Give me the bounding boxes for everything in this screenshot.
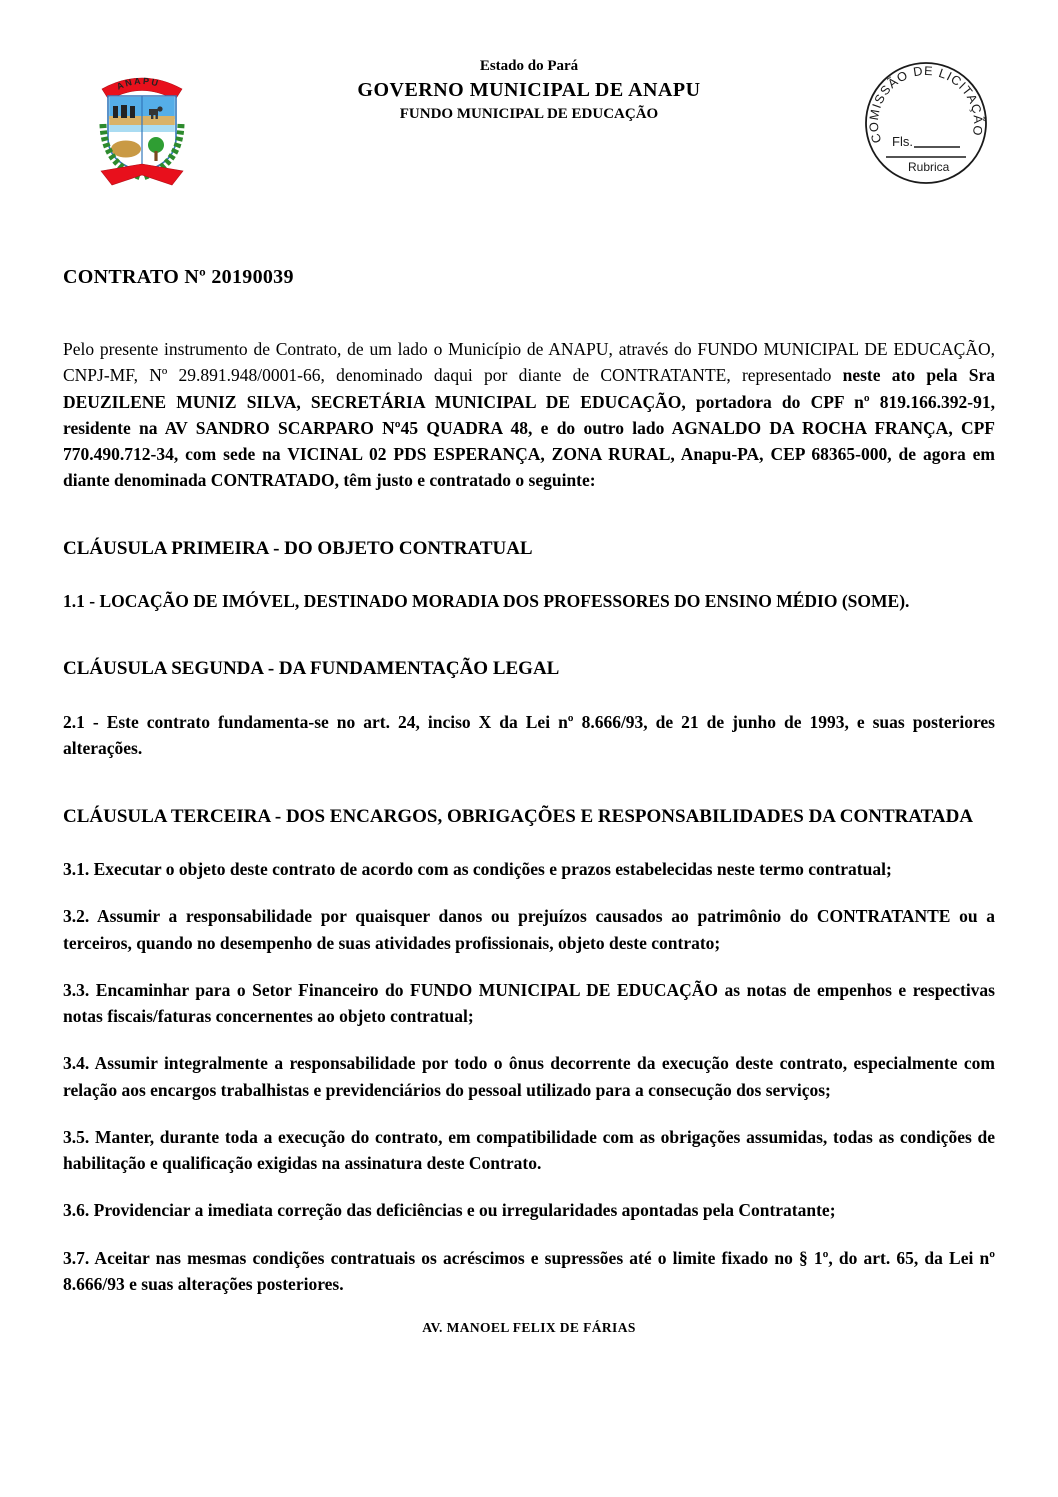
clause-3-paragraph-2: 3.2. Assumir a responsabilidade por quaisquer danos ou prejuízos causados ao patrimônio do CONTRATANTE ou a terceiros, quando no desempenho de suas atividades profissionais, objeto deste contrato; — [63, 906, 995, 953]
clause-3-paragraph-6: 3.6. Providenciar a imediata correção das deficiências e ou irregularidades apontadas pela Contratante; — [63, 1200, 836, 1221]
intro-bold-text: neste ato pela Sra DEUZILENE MUNIZ SILVA, SECRETÁRIA MUNICIPAL DE EDUCAÇÃO, portadora do CPF nº 819.166.392-91, residente na AV SANDRO SCARPARO Nº45 QUADRA 48, e do outro lado AGNALDO DA ROCHA FRANÇA, CPF 770.490.712-34, com sede na VICINAL 02 PDS ESPERANÇA, ZONA RURAL, Anapu-PA, CEP 68365-000, de agora em diante denominada CONTRATADO, têm justo e contratado o seguinte: — [63, 365, 995, 491]
clause-1-paragraph-1: 1.1 - LOCAÇÃO DE IMÓVEL, DESTINADO MORADIA DOS PROFESSORES DO ENSINO MÉDIO (SOME). — [63, 591, 910, 612]
stamp-circle-text: COMISSÃO DE LICITAÇÃO — [866, 63, 986, 145]
stamp-rubrica-label: Rubrica — [908, 160, 950, 174]
letterhead-government: GOVERNO MUNICIPAL DE ANAPU — [357, 78, 701, 101]
licitacao-stamp — [856, 53, 1002, 195]
svg-text:COMISSÃO DE LICITAÇÃO — [867, 64, 985, 145]
stamp-graphic — [856, 53, 1002, 195]
clause-2-heading: CLÁUSULA SEGUNDA - DA FUNDAMENTAÇÃO LEGAL — [63, 658, 560, 680]
clause-3-paragraph-4: 3.4. Assumir integralmente a responsabilidade por todo o ônus decorrente da execução deste contrato, especialmente com relação aos encargos trabalhistas e previdenciários do pessoal utilizado para a consecução dos serviços; — [63, 1053, 995, 1100]
clause-3-heading: CLÁUSULA TERCEIRA - DOS ENCARGOS, OBRIGAÇÕES E RESPONSABILIDADES DA CONTRATADA — [63, 805, 974, 827]
stamp-fls-label: Fls. — [892, 134, 913, 149]
letterhead-state: Estado do Pará — [479, 58, 579, 74]
footer-address: AV. MANOEL FELIX DE FÁRIAS — [422, 1320, 636, 1335]
clause-3-paragraph-1: 3.1. Executar o objeto deste contrato de acordo com as condições e prazos estabelecidas neste termo contratual; — [63, 859, 892, 880]
clause-3-paragraph-7: 3.7. Aceitar nas mesmas condições contratuais os acréscimos e supressões até o limite fixado no § 1º, do art. 65, da Lei nº 8.666/93 e suas alterações posteriores. — [63, 1247, 995, 1294]
intro-paragraph — [63, 336, 995, 494]
clause-1-heading: CLÁUSULA PRIMEIRA - DO OBJETO CONTRATUAL — [63, 537, 533, 559]
letterhead-department: FUNDO MUNICIPAL DE EDUCAÇÃO — [399, 105, 659, 122]
logo-municipality-name: ANAPU — [115, 75, 162, 92]
clause-2-paragraph-1: 2.1 - Este contrato fundamenta-se no art. 24, inciso X da Lei nº 8.666/93, de 21 de junho de 1993, e suas posteriores alterações. — [63, 712, 995, 759]
contract-number-title: CONTRATO Nº 20190039 — [63, 266, 294, 288]
clause-3-paragraph-3: 3.3. Encaminhar para o Setor Financeiro do FUNDO MUNICIPAL DE EDUCAÇÃO as notas de empenhos e respectivas notas fiscais/faturas concernentes ao objeto contratual; — [63, 979, 995, 1027]
clause-3-paragraph-5: 3.5. Manter, durante toda a execução do contrato, em compatibilidade com as obrigações assumidas, todas as condições de habilitação e qualificação exigidas na assinatura deste Contrato. — [63, 1126, 995, 1174]
intro-regular-text: Pelo presente instrumento de Contrato, de um lado o Município de ANAPU, através do FUNDO MUNICIPAL DE EDUCAÇÃO, CNPJ-MF, Nº 29.891.948/0001-66, denominado daqui por diante de CONTRATANTE, representado — [63, 339, 995, 386]
document-body — [63, 262, 995, 1318]
